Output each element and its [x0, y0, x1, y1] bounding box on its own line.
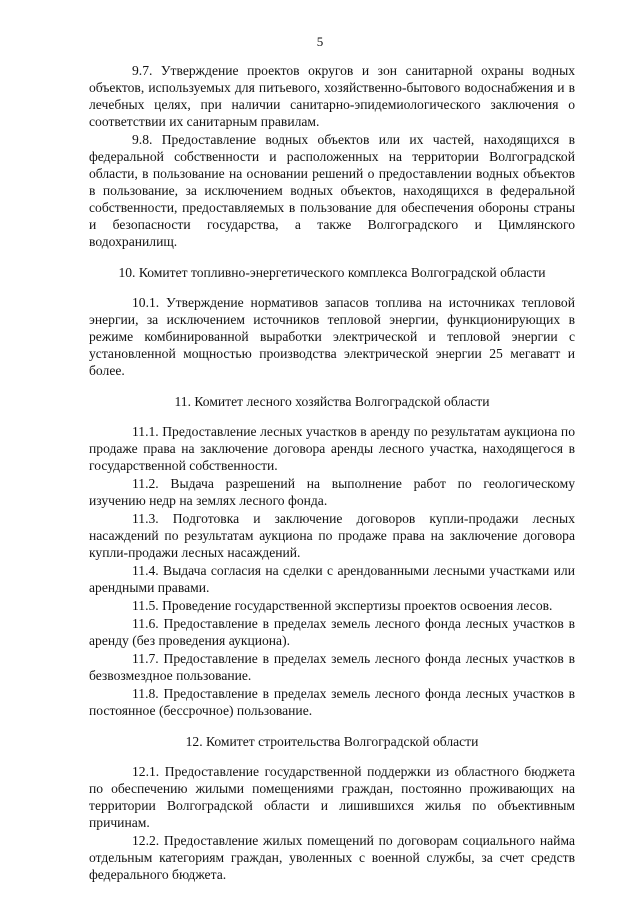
paragraph-11-7: 11.7. Предоставление в пределах земель лесного фонда лесных участков в безвозмездное пользование.: [89, 651, 575, 683]
paragraph-11-2: 11.2. Выдача разрешений на выполнение работ по геологическому изучению недр на землях лесного фонда.: [89, 476, 575, 508]
paragraph-11-3: 11.3. Подготовка и заключение договоров купли-продажи лесных насаждений по результатам аукциона по продаже права на заключение договора купли-продажи лесных насаждений.: [89, 511, 575, 560]
paragraph-11-4: 11.4. Выдача согласия на сделки с арендованными лесными участками или арендными правами.: [89, 563, 575, 595]
paragraph-10-1: 10.1. Утверждение нормативов запасов топлива на источниках тепловой энергии, за исключением источников тепловой энергии, функционирующих в режиме комбинированной выработки электрической и тепловой энергии с установленной мощностью производства электрической энергии 25 мегаватт и более.: [89, 295, 575, 378]
document-body: [89, 62, 575, 883]
paragraph-12-1: 12.1. Предоставление государственной поддержки из областного бюджета по обеспечению жилыми помещениями граждан, постоянно проживающих на территории Волгоградской области и лишившихся жилья по объективным причинам.: [89, 764, 575, 830]
paragraph-11-8: 11.8. Предоставление в пределах земель лесного фонда лесных участков в постоянное (бессрочное) пользование.: [89, 686, 575, 718]
paragraph-11-6: 11.6. Предоставление в пределах земель лесного фонда лесных участков в аренду (без проведения аукциона).: [89, 616, 575, 648]
section-heading-12: 12. Комитет строительства Волгоградской области: [185, 734, 479, 749]
paragraph-9-8: 9.8. Предоставление водных объектов или их частей, находящихся в федеральной собственности и расположенных на территории Волгоградской области, в пользование на основании решений о предоставлении водных объектов в пользование, за исключением водных объектов, находящихся в федеральной собственности, предоставляемых в пользование для обеспечения обороны страны и безопасности государства, а также Волгоградского и Цимлянского водохранилищ.: [89, 132, 575, 249]
paragraph-11-1: 11.1. Предоставление лесных участков в аренду по результатам аукциона по продаже права на заключение договора аренды лесного участка, находящегося в государственной собственности.: [89, 424, 575, 473]
paragraph-9-7: 9.7. Утверждение проектов округов и зон санитарной охраны водных объектов, используемых для питьевого, хозяйственно-бытового водоснабжения и в лечебных целях, при наличии санитарно-эпидемиологического заключения о соответствии их санитарным правилам.: [89, 63, 575, 129]
section-heading-11: 11. Комитет лесного хозяйства Волгоградской области: [174, 394, 490, 409]
paragraph-11-5: 11.5. Проведение государственной экспертизы проектов освоения лесов.: [132, 598, 553, 613]
paragraph-12-2: 12.2. Предоставление жилых помещений по договорам социального найма отдельным категориям граждан, уволенных с военной службы, за счет средств федерального бюджета.: [89, 833, 575, 882]
section-heading-10: 10. Комитет топливно-энергетического комплекса Волгоградской области: [118, 265, 546, 280]
page-number: 5: [316, 34, 324, 49]
